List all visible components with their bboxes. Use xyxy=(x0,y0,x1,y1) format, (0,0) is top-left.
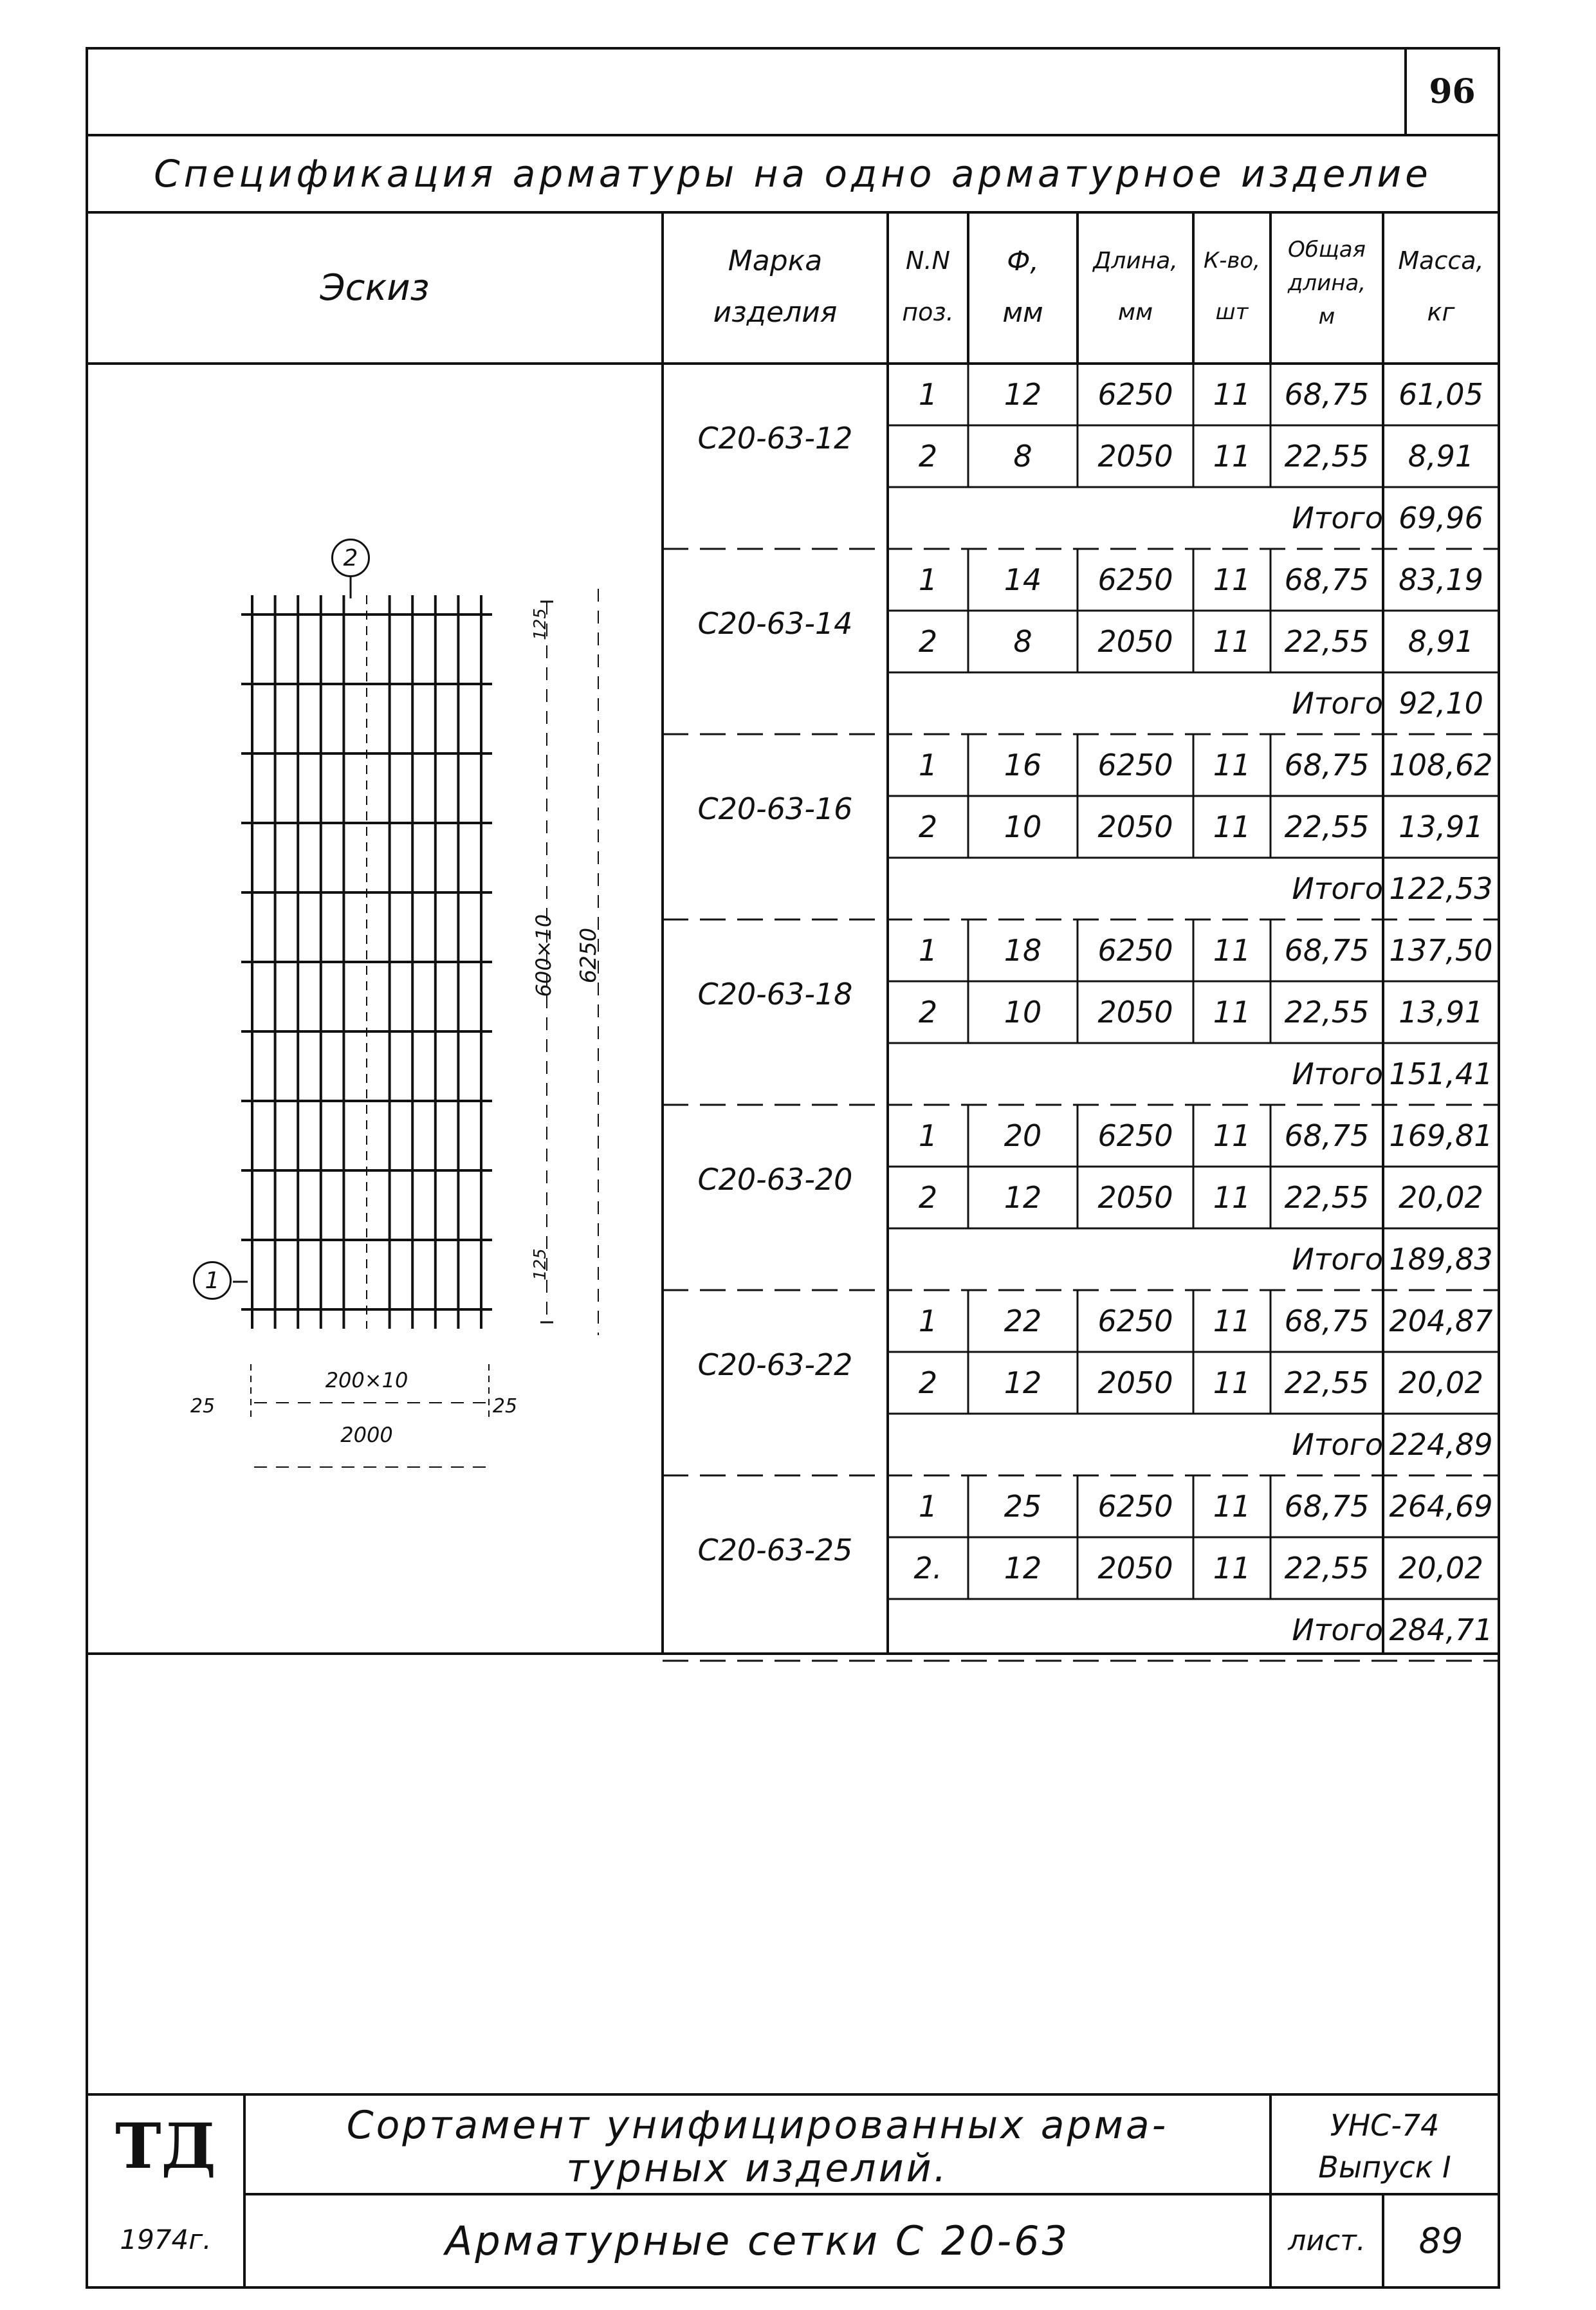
cell-diam: 12 xyxy=(1004,1365,1042,1400)
cell-pos: 2 xyxy=(918,1365,938,1400)
header-count xyxy=(1193,212,1270,364)
header-diam-line2: мм xyxy=(1002,296,1043,328)
header-diam xyxy=(968,212,1078,364)
cell-mass: 264,69 xyxy=(1389,1489,1493,1524)
header-pos-line2: поз. xyxy=(902,298,954,326)
cell-pos: 1 xyxy=(918,748,938,782)
cell-count: 11 xyxy=(1213,748,1251,782)
header-mark xyxy=(663,212,888,364)
cell-diam: 25 xyxy=(1004,1489,1042,1524)
cell-mass: 20,02 xyxy=(1399,1365,1483,1400)
total-label: Итого xyxy=(1292,1057,1383,1091)
cell-total: 22,55 xyxy=(1284,1551,1370,1585)
dim-left-offset: 25 xyxy=(190,1394,216,1418)
cell-count: 11 xyxy=(1213,933,1251,968)
total-label: Итого xyxy=(1292,1612,1383,1647)
cell-count: 11 xyxy=(1213,1180,1251,1215)
cell-count: 11 xyxy=(1213,1365,1251,1400)
dim-right-offset: 25 xyxy=(492,1394,518,1418)
year: 1974г. xyxy=(120,2223,212,2255)
pos-label-2: 2 xyxy=(331,539,370,577)
cell-pos: 1 xyxy=(918,1118,938,1153)
cell-pos: 2 xyxy=(918,809,938,844)
cell-diam: 8 xyxy=(1013,624,1032,659)
total-label: Итого xyxy=(1292,1427,1383,1462)
mark-cell: С20-63-18 xyxy=(697,977,853,1012)
header-count-line1: К-во, xyxy=(1203,248,1261,273)
sheet-value: 89 xyxy=(1418,2221,1463,2261)
cell-diam: 22 xyxy=(1004,1304,1042,1338)
sheet-title: Арматурные сетки С 20-63 xyxy=(445,2217,1070,2264)
cell-mass: 20,02 xyxy=(1399,1551,1483,1585)
mark-cell: С20-63-12 xyxy=(697,421,853,456)
cell-mass: 13,91 xyxy=(1399,995,1483,1030)
cell-length: 2050 xyxy=(1097,624,1173,659)
cell-mass: 13,91 xyxy=(1399,809,1483,844)
cell-total: 22,55 xyxy=(1284,439,1370,474)
cell-pos: 1 xyxy=(918,1489,938,1524)
cell-pos: 1 xyxy=(918,562,938,597)
header-total-line1: Общая xyxy=(1287,237,1366,263)
cell-mass: 20,02 xyxy=(1399,1180,1483,1215)
cell-total: 68,75 xyxy=(1284,933,1370,968)
cell-mass: 83,19 xyxy=(1399,562,1483,597)
cell-total: 68,75 xyxy=(1284,1118,1370,1153)
cell-total: 68,75 xyxy=(1284,1304,1370,1338)
dim-middle: 600×10 xyxy=(531,914,556,997)
cell-pos: 1 xyxy=(918,1304,938,1338)
total-label: Итого xyxy=(1292,501,1383,535)
header-total-line2: длина, xyxy=(1287,270,1366,296)
total-label: Итого xyxy=(1292,1242,1383,1277)
header-count-line2: шт xyxy=(1215,299,1249,325)
cell-diam: 8 xyxy=(1013,439,1032,474)
cell-total: 22,55 xyxy=(1284,1180,1370,1215)
dim-bottom: 125 xyxy=(531,1248,550,1280)
cell-length: 2050 xyxy=(1097,439,1173,474)
cell-diam: 12 xyxy=(1004,1180,1042,1215)
cell-pos: 2 xyxy=(918,624,938,659)
total-mass: 284,71 xyxy=(1389,1612,1493,1647)
cell-diam: 10 xyxy=(1004,809,1042,844)
mark-cell: С20-63-14 xyxy=(697,606,853,641)
header-mass-line2: кг xyxy=(1427,298,1455,326)
cell-diam: 12 xyxy=(1004,1551,1042,1585)
cell-pos: 1 xyxy=(918,933,938,968)
cell-mass: 137,50 xyxy=(1389,933,1493,968)
cell-count: 11 xyxy=(1213,377,1251,412)
cell-length: 6250 xyxy=(1097,748,1173,782)
cell-count: 11 xyxy=(1213,1489,1251,1524)
header-mark-line2: изделия xyxy=(713,295,838,329)
mark-cell: С20-63-16 xyxy=(697,791,853,826)
doc-title-line2: турных изделий. xyxy=(566,2146,949,2191)
cell-count: 11 xyxy=(1213,1118,1251,1153)
cell-pos: 2. xyxy=(913,1551,942,1585)
header-length-line1: Длина, xyxy=(1093,247,1178,274)
cell-length: 6250 xyxy=(1097,1304,1173,1338)
cell-length: 2050 xyxy=(1097,1180,1173,1215)
total-mass: 189,83 xyxy=(1389,1242,1493,1277)
dim-top: 125 xyxy=(531,608,550,640)
cell-mass: 61,05 xyxy=(1399,377,1483,412)
dim-width-total: 2000 xyxy=(340,1423,393,1447)
cell-length: 6250 xyxy=(1097,1489,1173,1524)
cell-count: 11 xyxy=(1213,809,1251,844)
cell-diam: 14 xyxy=(1004,562,1042,597)
header-total-line3: м xyxy=(1318,304,1335,329)
cell-mass: 8,91 xyxy=(1408,624,1474,659)
cell-pos: 1 xyxy=(918,377,938,412)
sheet-number: 96 xyxy=(1429,72,1476,111)
cell-pos: 2 xyxy=(918,439,938,474)
cell-total: 68,75 xyxy=(1284,377,1370,412)
spec-title: Спецификация арматуры на одно арматурное изделие xyxy=(154,152,1432,196)
header-pos-line1: N.N xyxy=(906,246,950,275)
cell-diam: 10 xyxy=(1004,995,1042,1030)
cell-total: 22,55 xyxy=(1284,1365,1370,1400)
cell-total: 68,75 xyxy=(1284,1489,1370,1524)
dim-width-inner: 200×10 xyxy=(325,1368,408,1392)
total-mass: 151,41 xyxy=(1389,1057,1493,1091)
header-mark-line1: Марка xyxy=(728,244,823,277)
series: УНС-74 xyxy=(1330,2107,1440,2143)
cell-pos: 2 xyxy=(918,995,938,1030)
total-mass: 69,96 xyxy=(1399,501,1483,535)
header-sketch: Эскиз xyxy=(320,267,430,309)
total-mass: 92,10 xyxy=(1399,686,1483,721)
cell-pos: 2 xyxy=(918,1180,938,1215)
cell-count: 11 xyxy=(1213,562,1251,597)
issue: Выпуск I xyxy=(1318,2149,1451,2185)
cell-count: 11 xyxy=(1213,439,1251,474)
cell-total: 68,75 xyxy=(1284,748,1370,782)
mark-cell: С20-63-22 xyxy=(697,1347,853,1382)
cell-total: 22,55 xyxy=(1284,624,1370,659)
cell-length: 2050 xyxy=(1097,1365,1173,1400)
header-diam-line1: Ф, xyxy=(1007,245,1039,277)
pos-label-1: 1 xyxy=(193,1261,232,1300)
cell-length: 6250 xyxy=(1097,933,1173,968)
sketch xyxy=(87,364,663,1654)
header-total xyxy=(1270,212,1383,364)
cell-mass: 204,87 xyxy=(1389,1304,1493,1338)
dim-overall: 6250 xyxy=(576,927,601,984)
cell-total: 22,55 xyxy=(1284,809,1370,844)
cell-total: 68,75 xyxy=(1284,562,1370,597)
cell-mass: 8,91 xyxy=(1408,439,1474,474)
cell-mass: 169,81 xyxy=(1389,1118,1493,1153)
header-length-line2: мм xyxy=(1117,299,1153,326)
total-label: Итого xyxy=(1292,871,1383,906)
header-mass xyxy=(1383,212,1499,364)
cell-mass: 108,62 xyxy=(1389,748,1493,782)
cell-length: 2050 xyxy=(1097,1551,1173,1585)
cell-count: 11 xyxy=(1213,1551,1251,1585)
cell-count: 11 xyxy=(1213,1304,1251,1338)
header-length xyxy=(1078,212,1193,364)
cell-diam: 16 xyxy=(1004,748,1042,782)
cell-diam: 18 xyxy=(1004,933,1042,968)
cell-count: 11 xyxy=(1213,624,1251,659)
total-label: Итого xyxy=(1292,686,1383,721)
cell-length: 6250 xyxy=(1097,377,1173,412)
cell-diam: 12 xyxy=(1004,377,1042,412)
cell-length: 2050 xyxy=(1097,809,1173,844)
cell-length: 6250 xyxy=(1097,1118,1173,1153)
total-mass: 224,89 xyxy=(1389,1427,1493,1462)
cell-diam: 20 xyxy=(1004,1118,1042,1153)
total-mass: 122,53 xyxy=(1389,871,1493,906)
mark-cell: С20-63-20 xyxy=(697,1162,853,1197)
header-pos xyxy=(888,212,968,364)
cell-total: 22,55 xyxy=(1284,995,1370,1030)
logo: ТД xyxy=(115,2109,216,2183)
mark-cell: С20-63-25 xyxy=(697,1533,853,1567)
header-mass-line1: Масса, xyxy=(1398,246,1484,275)
cell-length: 2050 xyxy=(1097,995,1173,1030)
cell-length: 6250 xyxy=(1097,562,1173,597)
cell-count: 11 xyxy=(1213,995,1251,1030)
doc-title-line1: Сортамент унифицированных арма- xyxy=(346,2103,1169,2148)
sheet-label: лист. xyxy=(1288,2224,1366,2257)
